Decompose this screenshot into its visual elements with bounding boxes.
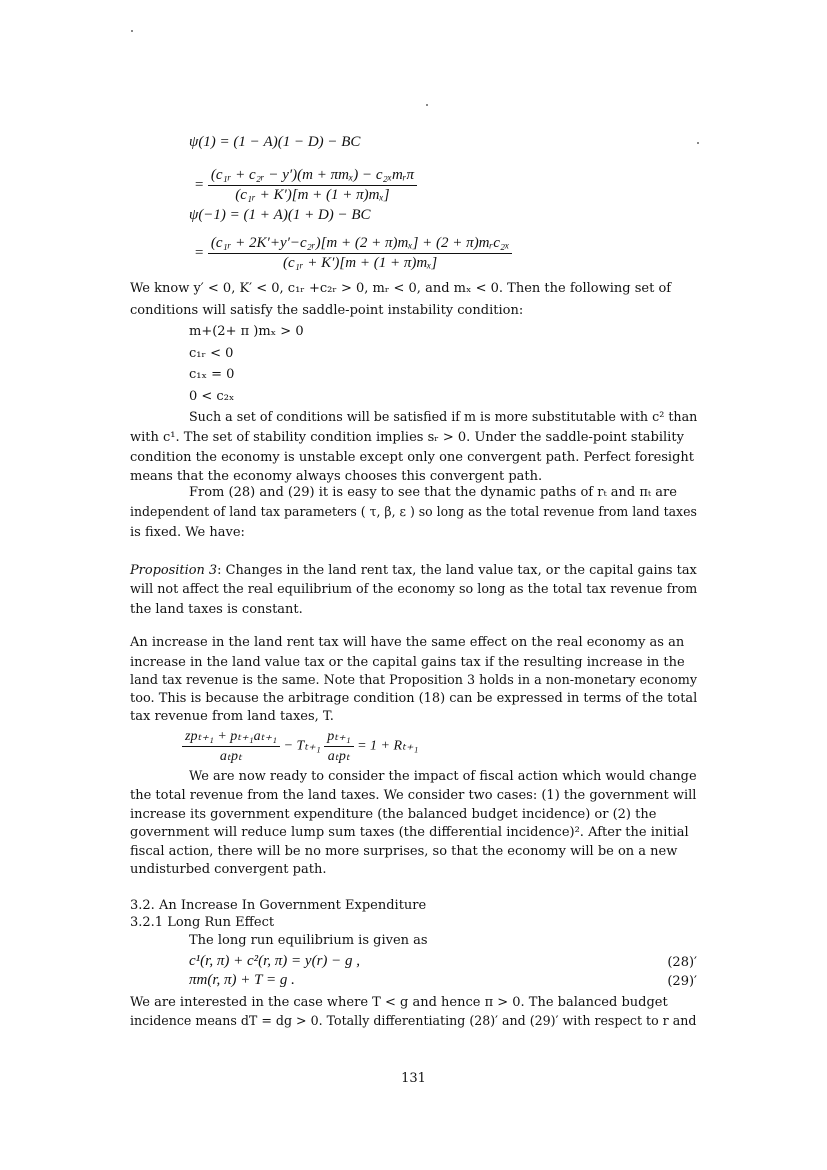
text-line: fiscal action, there will be no more surprises, so that the economy will be on a new	[130, 844, 678, 859]
text-line: independent of land tax parameters ( τ, β, ε ) so long as the total revenue from land taxes	[130, 505, 697, 520]
equation-number: (29)′	[667, 974, 697, 989]
text-line: increase in the land value tax or the capital gains tax if the resulting increase in the	[130, 655, 685, 670]
text-line: condition the economy is unstable except only one convergent path. Perfect foresight	[130, 450, 695, 465]
equation-psi1-rhs	[194, 167, 417, 204]
text-line: with c¹. The set of stability condition implies sᵣ > 0. Under the saddle-point stability	[130, 430, 684, 445]
equation-29prime: πm(r, π) + T = g .	[189, 972, 295, 988]
section-heading: 3.2. An Increase In Government Expenditure	[130, 898, 427, 913]
text-line: the land taxes is constant.	[130, 602, 303, 617]
equals-sign: =	[194, 244, 205, 261]
text-line: undisturbed convergent path.	[130, 862, 327, 877]
text-line: The long run equilibrium is given as	[189, 933, 428, 948]
text-line: An increase in the land rent tax will have the same effect on the real economy as an	[130, 635, 685, 650]
condition-line: 0 < c₂ₓ	[189, 389, 235, 404]
condition-line: c₁ₓ = 0	[189, 367, 235, 382]
proposition-text: : Changes in the land rent tax, the land value tax, or the capital gains tax	[217, 563, 697, 578]
proposition-label: Proposition 3	[130, 563, 218, 578]
numerator: (c₁ᵣ + 2K′+y′−c₂ᵣ)[m + (2 + π)mₓ] + (2 + π)mᵣc₂ₓ	[208, 235, 512, 254]
text-line: We are interested in the case where T < g and hence π > 0. The balanced budget	[130, 995, 668, 1010]
equation-number: (28)′	[667, 955, 697, 970]
fraction	[324, 728, 353, 765]
text-line: means that the economy always chooses this convergent path.	[130, 469, 543, 484]
text-line: Such a set of conditions will be satisfied if m is more substitutable with c² than	[189, 410, 698, 425]
equation-arbitrage	[182, 728, 418, 765]
condition-line: c₁ᵣ < 0	[189, 346, 234, 361]
text-line: is fixed. We have:	[130, 525, 245, 540]
text-line: increase its government expenditure (the balanced budget incidence) or (2) the	[130, 807, 657, 822]
equation-28prime: c¹(r, π) + c²(r, π) = y(r) − g ,	[189, 953, 361, 969]
text-line: will not affect the real equilibrium of the economy so long as the total tax revenue from	[130, 582, 698, 597]
numerator: pₜ₊₁	[324, 728, 353, 747]
text-line: the total revenue from the land taxes. We consider two cases: (1) the government will	[130, 788, 697, 803]
condition-line: m+(2+ π )mₓ > 0	[189, 324, 304, 339]
scan-speck	[426, 104, 428, 106]
denominator: aₜpₜ	[327, 749, 351, 764]
text-line: From (28) and (29) it is easy to see that the dynamic paths of rₜ and πₜ are	[189, 485, 677, 500]
denominator: (c₁ᵣ + K′)[m + (1 + π)mₓ]	[235, 187, 390, 203]
text-line: conditions will satisfy the saddle-point instability condition:	[130, 303, 524, 318]
denominator: (c₁ᵣ + K′)[m + (1 + π)mₓ]	[282, 255, 438, 271]
equals-sign: =	[194, 176, 205, 193]
subsection-heading: 3.2.1 Long Run Effect	[130, 915, 275, 930]
denominator: aₜpₜ	[219, 749, 243, 764]
equation-psi1-lhs: ψ(1) = (1 − A)(1 − D) − BC	[189, 134, 361, 150]
text-line: tax revenue from land taxes, T.	[130, 709, 334, 724]
equation-psim1-rhs	[194, 235, 512, 272]
scan-speck	[697, 142, 699, 144]
fraction	[208, 235, 512, 272]
text-line: government will reduce lump sum taxes (the differential incidence)². After the initial	[130, 825, 689, 840]
fraction	[208, 167, 417, 204]
text-line: land tax revenue is the same. Note that Proposition 3 holds in a non-monetary economy	[130, 673, 698, 688]
text-line: We are now ready to consider the impact of fiscal action which would change	[189, 769, 697, 784]
rhs: = 1 + Rₜ₊₁	[357, 738, 419, 754]
page-number: 131	[401, 1071, 426, 1086]
equation-psim1-lhs: ψ(−1) = (1 + A)(1 + D) − BC	[189, 207, 371, 223]
proposition-line	[130, 563, 697, 578]
fraction	[182, 728, 280, 765]
scan-speck	[131, 30, 133, 32]
text-line: We know y′ < 0, K′ < 0, c₁ᵣ +c₂ᵣ > 0, mᵣ < 0, and mₓ < 0. Then the following set of	[130, 281, 672, 296]
numerator: (c₁ᵣ + c₂ᵣ − y′)(m + πmₓ) − c₂ₓmᵣπ	[208, 167, 417, 186]
numerator: zpₜ₊₁ + pₜ₊₁aₜ₊₁	[182, 728, 280, 747]
text-line: incidence means dT = dg > 0. Totally differentiating (28)′ and (29)′ with respect to r and	[130, 1014, 697, 1029]
text-line: too. This is because the arbitrage condition (18) can be expressed in terms of the total	[130, 691, 698, 706]
minus-term: − Tₜ₊₁	[283, 738, 321, 754]
